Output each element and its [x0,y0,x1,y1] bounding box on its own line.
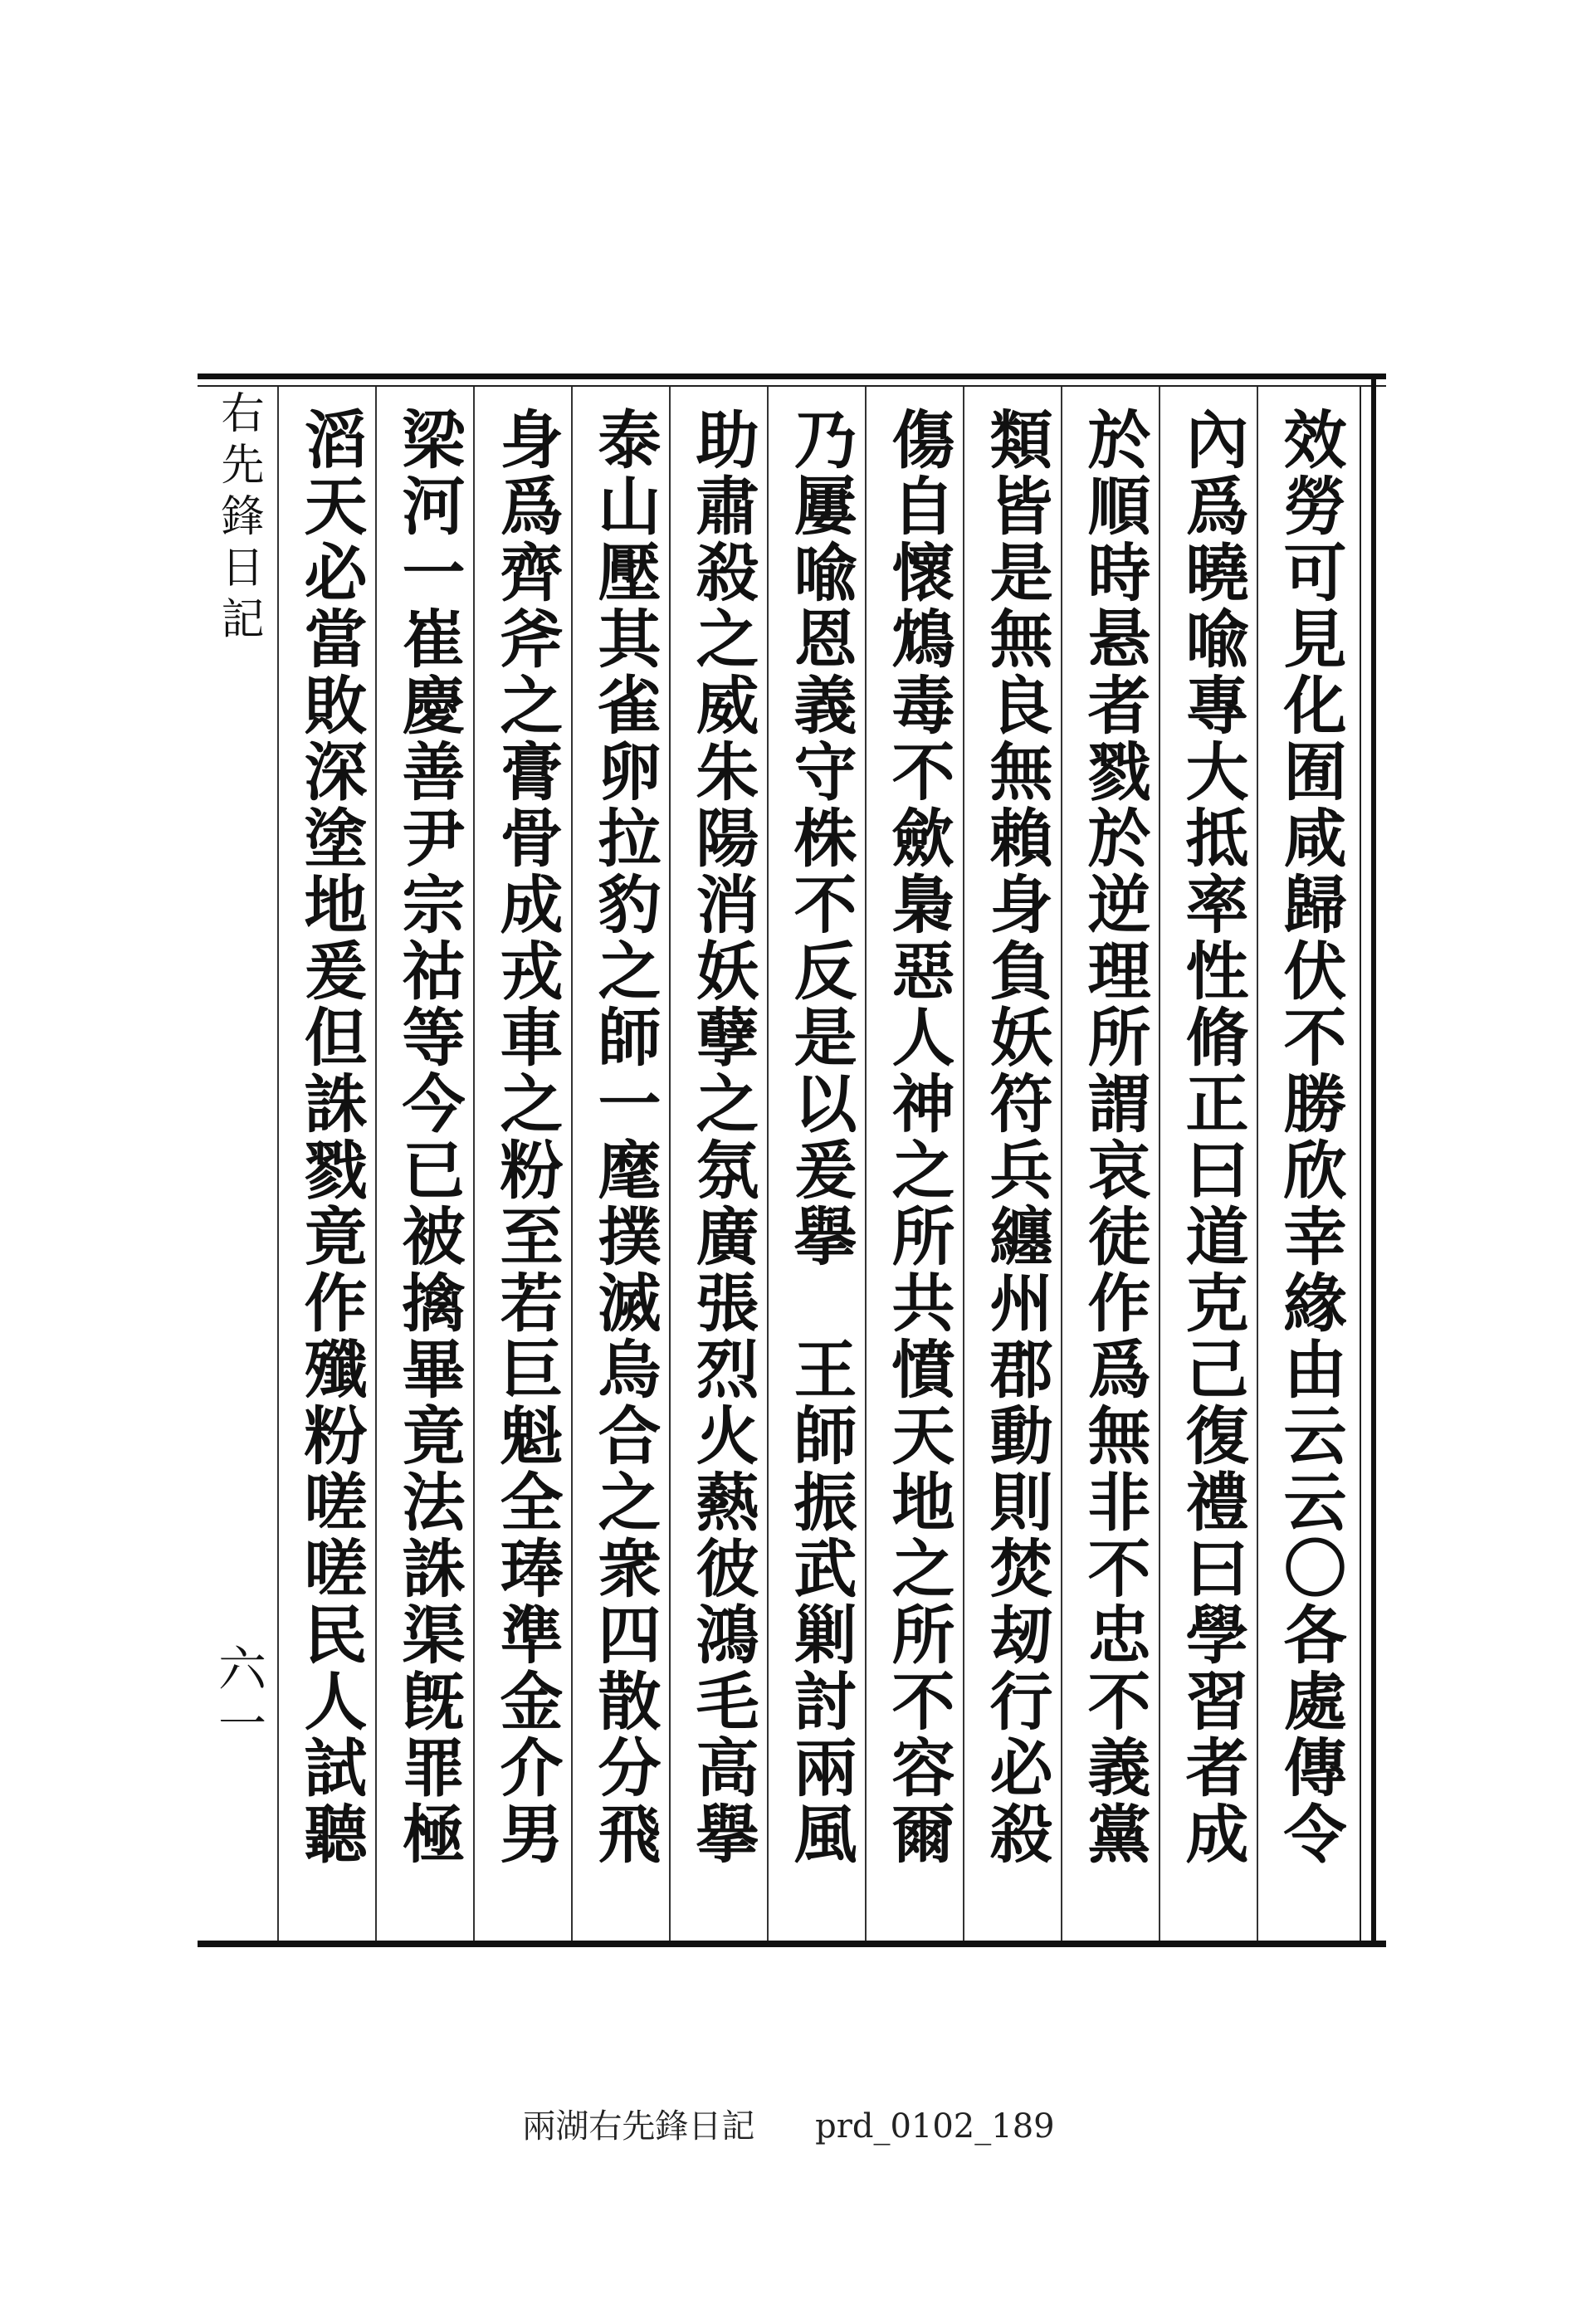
frame-top-border [198,374,1386,379]
footer-book-title: 兩湖右先鋒日記 [522,2107,755,2146]
footer-page-id: prd_0102_189 [815,2107,1055,2146]
frame-right-border [1371,374,1376,1947]
text-column-10: 梁河一崔慶善尹宗祜等今已被擒畢竟法誅渠旣罪極 [392,407,466,1868]
text-column-6: 乃屢喩恩義守株不反是以爰擧 王師振武剿討兩風 [784,407,857,1868]
text-column-9: 身爲齊斧之膏骨成戎車之粉至若巨魁全琫準金介男 [490,407,564,1868]
text-column-4: 類皆是無良無賴身負妖符兵纏州郡動則焚刼行必殺 [979,407,1053,1868]
margin-page-number: 六一 [210,1643,266,1753]
text-column-1: 效勞可見化囿咸歸伏不勝欣幸緣由云云〇各處傳令 [1273,407,1347,1868]
text-column-7: 助肅殺之威朱陽消妖孽之氛廣張烈火爇彼鴻毛高擧 [686,407,759,1868]
margin-title: 右先鋒日記 [213,390,263,647]
frame-bottom-border [198,1941,1386,1947]
margin-column [206,390,271,1934]
footer-caption [0,2100,1577,2147]
text-column-3: 於順時悬者戮於逆理所謂哀徒作爲無非不忠不義黨 [1077,407,1151,1868]
text-column-2: 內爲曉喩專大抵率性脩正曰道克己復禮曰學習者成 [1175,407,1249,1868]
scanned-page [198,374,1386,1950]
text-column-5: 傷自懷鴆毒不歛梟惡人神之所共憤天地之所不容爾 [881,407,955,1868]
text-column-11: 滔天必當敗深塗地爰但誅戮竟作殲粉嗟嗟民人試聽 [294,407,368,1868]
column-rule [277,387,279,1941]
frame-right-inner-line [1360,385,1361,1941]
text-column-8: 泰山壓其雀卵拉豹之師一麾撲滅烏合之衆四散分飛 [588,407,662,1868]
